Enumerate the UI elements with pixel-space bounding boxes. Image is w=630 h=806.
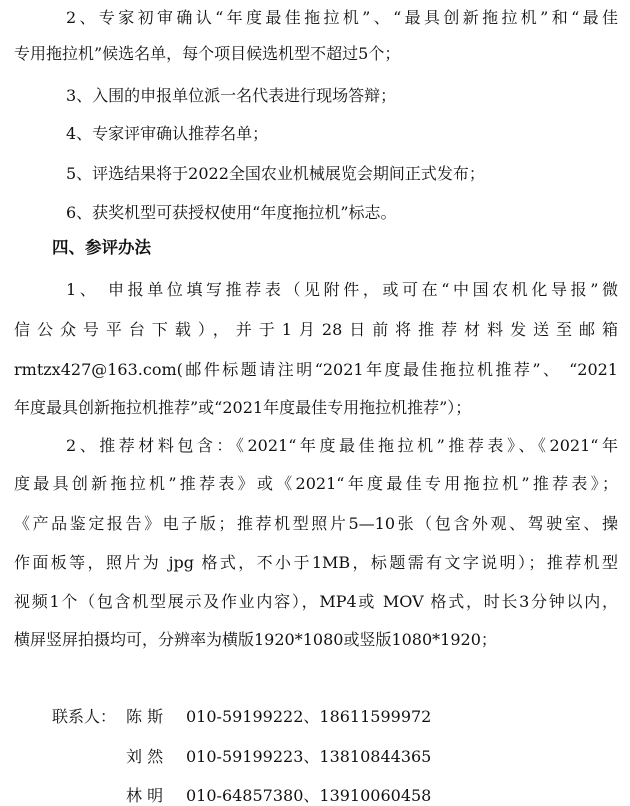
para-2-line-2: 度最具创新拖拉机”推荐表》或《2021“年度最佳专用拖拉机”推荐表》； (14, 474, 618, 493)
para-1-line-4: 年度最具创新拖拉机推荐”或“2021年度最佳专用拖拉机推荐”）； (14, 398, 472, 417)
list-item-2-line-1: 2、专家初审确认“年度最佳拖拉机”、“最具创新拖拉机”和“最佳 (66, 8, 618, 27)
para-2-line-3: 《产品鉴定报告》电子版；推荐机型照片5—10张（包含外观、驾驶室、操 (14, 514, 618, 533)
para-1-line-2: 信公众号平台下载），并于1月28日前将推荐材料发送至邮箱 (14, 320, 618, 339)
contact-name-3: 林 明 (126, 786, 164, 805)
para-2-line-1: 2、推荐材料包含：《2021“年度最佳拖拉机”推荐表》、《2021“年 (66, 436, 618, 455)
para-2-line-4: 作面板等，照片为 jpg 格式，不小于1MB，标题需有文字说明）；推荐机型 (14, 553, 618, 572)
section-heading: 四、参评办法 (52, 238, 151, 257)
list-item-2-line-2: 专用拖拉机”候选名单，每个项目候选机型不超过5个； (14, 44, 401, 63)
contact-phones-3: 010-64857380、13910060458 (186, 786, 432, 805)
contact-phones-2: 010-59199223、13810844365 (186, 747, 432, 766)
para-1-line-3: rmtzx427@163.com(邮件标题请注明“2021年度最佳拖拉机推荐”、 “2021 (14, 360, 618, 379)
contact-phones-1: 010-59199222、18611599972 (186, 707, 432, 726)
para-2-line-6: 横屏竖屏拍摄均可，分辨率为横版1920*1080或竖版1080*1920； (14, 630, 497, 649)
list-item-3: 3、入围的申报单位派一名代表进行现场答辩； (66, 86, 397, 105)
para-1-line-1: 1、 申报单位填写推荐表（见附件，或可在“中国农机化导报”微 (66, 280, 618, 299)
list-item-6: 6、获奖机型可获授权使用“年度拖拉机”标志。 (66, 203, 397, 222)
contacts-label: 联系人： (52, 707, 117, 726)
list-item-4: 4、专家评审确认推荐名单； (66, 124, 269, 143)
para-2-line-5: 视频1个（包含机型展示及作业内容），MP4或 MOV 格式，时长3分钟以内， (14, 592, 618, 611)
list-item-5: 5、评选结果将于2022全国农业机械展览会期间正式发布； (66, 164, 485, 183)
contact-name-2: 刘 然 (126, 747, 164, 766)
contact-name-1: 陈 斯 (126, 707, 164, 726)
